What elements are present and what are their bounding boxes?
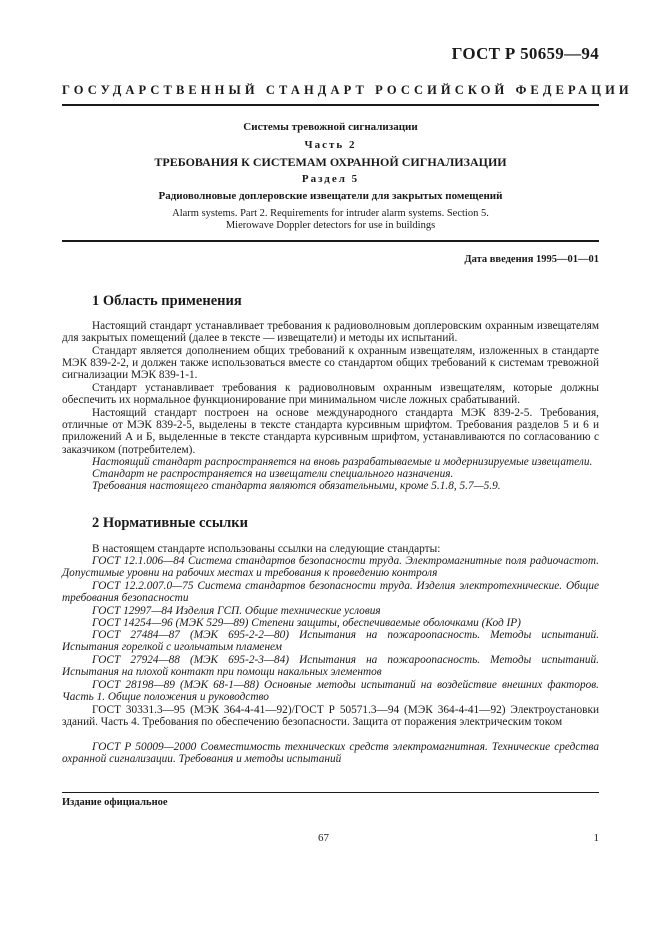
section-subtitle: Радиоволновые доплеровские извещатели для закрытых помещений [158,190,503,202]
reference-item: ГОСТ 12.2.007.0—75 Система стандартов безопасности труда. Изделия электротехнические. Общие требования безопасности [62,580,599,605]
introduction-date: Дата введения 1995—01—01 [464,254,599,265]
section-label: Раздел 5 [301,173,360,185]
state-standard-title: ГОСУДАРСТВЕННЫЙ СТАНДАРТ РОССИЙСКОЙ ФЕДЕРАЦИИ [62,83,633,97]
english-title-line-2: Mierowave Doppler detectors for use in buildings [225,220,436,231]
part-label: Часть 2 [304,139,357,151]
section-1-paragraph-1: Настоящий стандарт устанавливает требования к радиоволновым доплеровским охранным извещателям для закрытых помещений (далее в тексте — извещатели) и методы их испытаний. [62,320,599,345]
section-1-paragraph-7: Требования настоящего стандарта являются обязательными, кроме 5.1.8, 5.7—5.9. [92,480,501,492]
title-rule [62,240,599,242]
official-edition-label: Издание официальное [62,797,168,808]
section-2-intro: В настоящем стандарте использованы ссылки на следующие стандарты: [92,543,441,555]
requirements-title: ТРЕБОВАНИЯ К СИСТЕМАМ ОХРАННОЙ СИГНАЛИЗАЦИИ [154,155,507,169]
reference-item: ГОСТ 27484—87 (МЭК 695-2-2—80) Испытания на пожароопасность. Методы испытаний. Испытания горелкой с игольчатым пламенем [62,629,599,654]
reference-item: ГОСТ 27924—88 (МЭК 695-2-3—84) Испытания на пожароопасность. Методы испытаний. Испытания на плохой контакт при помощи накальных элементов [62,654,599,679]
top-rule [62,104,599,106]
reference-item: ГОСТ 30331.3—95 (МЭК 364-4-41—92)/ГОСТ Р 50571.3—94 (МЭК 364-4-41—92) Электроустановки зданий. Часть 4. Требования по обеспечению безопасности. Защита от поражения электрическим током [62,704,599,729]
section-1-heading: 1 Область применения [92,293,242,309]
section-1-paragraph-6: Стандарт не распространяется на извещатели специального назначения. [92,468,454,480]
reference-item: ГОСТ 12.1.006—84 Система стандартов безопасности труда. Электромагнитные поля радиочастот. Допустимые уровни на рабочих местах и требования к проведению контроля [62,555,599,580]
footer-rule [62,792,599,793]
reference-item: ГОСТ 28198—89 (МЭК 68-1—88) Основные методы испытаний на воздействие внешних факторов. Часть 1. Общие положения и руководство [62,679,599,704]
section-1-paragraph-2: Стандарт является дополнением общих требований к охранным извещателям, изложенных в стандарте МЭК 839-2-2, и должен также использоваться вместе со стандартом общих требований к системам тревожной сигнализации МЭК 839-1-1. [62,345,599,382]
section-1-paragraph-4: Настоящий стандарт построен на основе международного стандарта МЭК 839-2-5. Требования, отличные от МЭК 839-2-5, выделены в тексте стандарта курсивным шрифтом. Требования разделов 5 и 6 и приложений А и Б, выделенные в тексте стандарта курсивным шрифтом, устанавливаются по согласованию с заказчиком (потребителем). [62,407,599,456]
section-2-heading: 2 Нормативные ссылки [92,515,248,531]
section-1-paragraph-3: Стандарт устанавливает требования к радиоволновым охранным извещателям, которые должны обеспечить их нормальное функционирование при минимальном числе ложных срабатываний. [62,382,599,407]
reference-item: ГОСТ Р 50009—2000 Совместимость технических средств электромагнитная. Технические средства охранной сигнализации. Требования и методы испытаний [62,741,599,766]
reference-item: ГОСТ 12997—84 Изделия ГСП. Общие технические условия [92,605,381,617]
page-index: 1 [593,832,599,844]
english-title-line-1: Alarm systems. Part 2. Requirements for intruder alarm systems. Section 5. [172,208,489,219]
systems-title: Системы тревожной сигнализации [243,121,418,133]
document-code: ГОСТ Р 50659—94 [451,44,599,63]
section-1-paragraph-5: Настоящий стандарт распространяется на вновь разрабатываемые и модернизируемые извещатели. [92,456,593,468]
reference-item: ГОСТ 14254—96 (МЭК 529—89) Степени защиты, обеспечиваемые оболочками (Код IP) [92,617,521,629]
page-number: 67 [318,832,329,844]
